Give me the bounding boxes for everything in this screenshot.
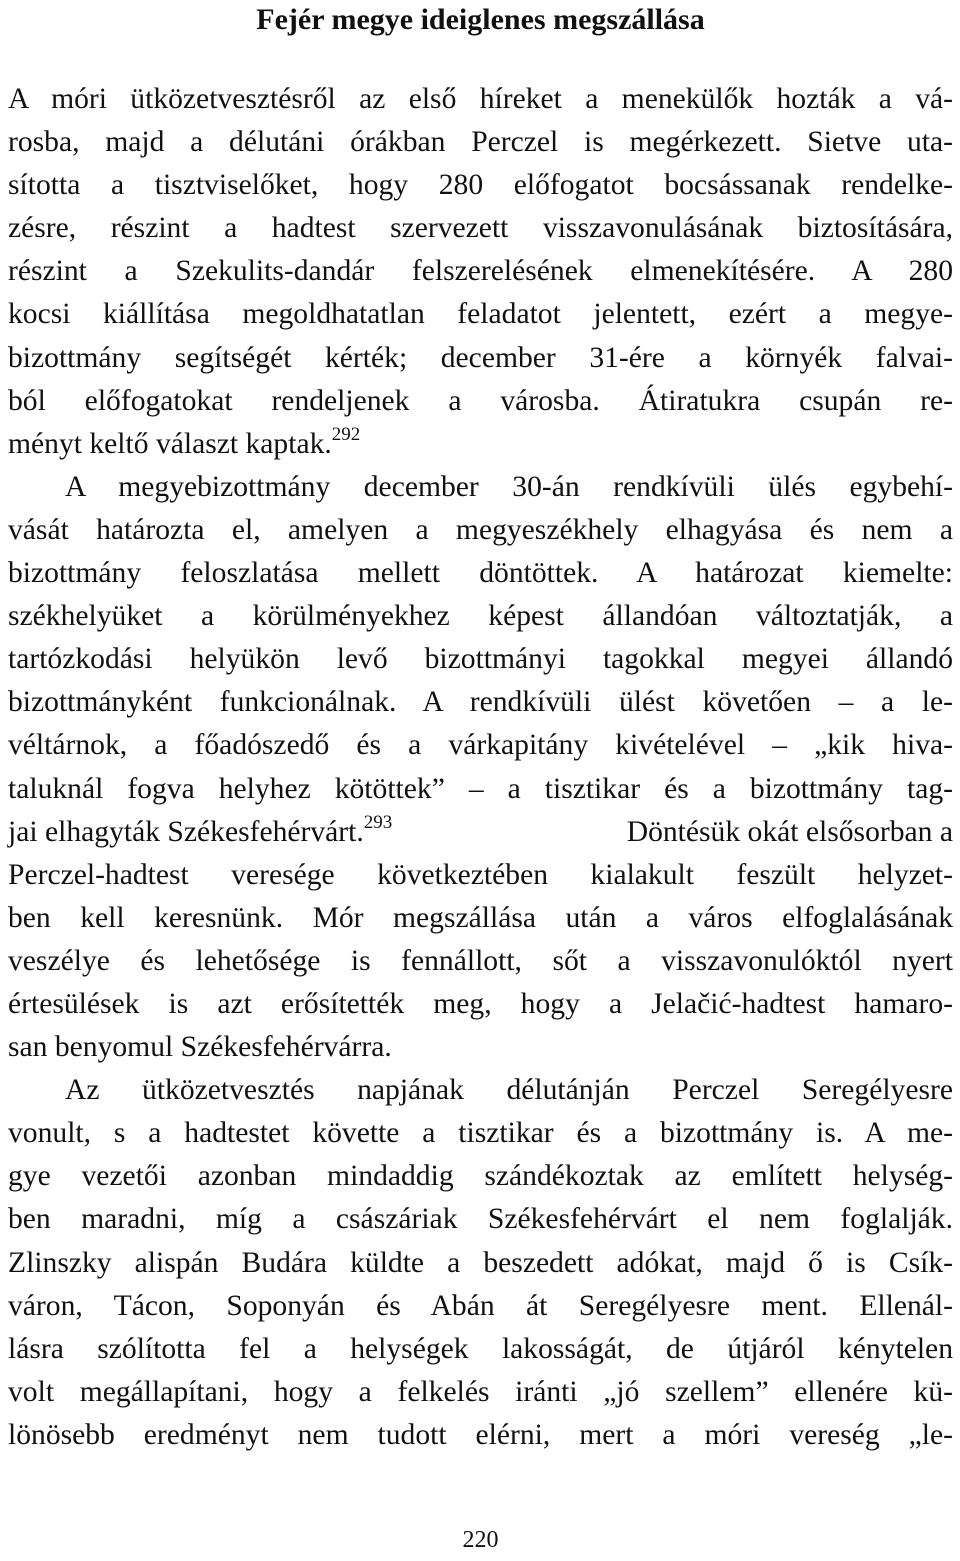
text-line: san benyomul Székesfehérvárra. xyxy=(8,1031,392,1064)
text-line: kocsi kiállítása megoldhatatlan feladatot jelentett, ezért a megye- xyxy=(8,298,953,331)
page-number: 220 xyxy=(462,1527,499,1553)
text-line: véltárnok, a főadószedő és a várkapitány kivételével – „kik hiva- xyxy=(8,729,953,762)
document-page xyxy=(8,0,953,1561)
text-line: volt megállapítani, hogy a felkelés iránti „jó szellem” ellenére kü- xyxy=(8,1375,953,1408)
text-line: Az ütközetvesztés napjának délutánján Perczel Seregélyesre xyxy=(65,1074,953,1107)
text-line: A megyebizottmány december 30-án rendkívüli ülés egybehí- xyxy=(65,470,953,503)
footnote-ref: 292 xyxy=(331,423,361,445)
text-line: értesülések is azt erősítették meg, hogy a Jelačić-hadtest hamaro- xyxy=(8,987,953,1020)
text-line-content xyxy=(8,811,392,854)
text-line: rosba, majd a délutáni órákban Perczel is megérkezett. Sietve uta- xyxy=(8,126,953,159)
text-line xyxy=(8,811,953,854)
text-line: veszélye és lehetősége is fennállott, sőt a visszavonulóktól nyert xyxy=(8,944,953,977)
text-line: váron, Tácon, Soponyán és Abán át Seregélyesre ment. Ellenál- xyxy=(8,1289,953,1322)
text-line: vonult, s a hadtestet követte a tisztikar és a bizottmány is. A me- xyxy=(8,1117,953,1150)
chapter-title: Fejér megye ideiglenes megszállása xyxy=(256,3,705,36)
text-line: részint a Szekulits-dandár felszerelésének elmenekítésére. A 280 xyxy=(8,255,953,288)
text-line: Perczel-hadtest veresége következtében kialakult feszült helyzet- xyxy=(8,858,953,891)
text-line-part: Döntésük okát elsősorban a xyxy=(626,815,953,848)
text-line: zésre, részint a hadtest szervezett visszavonulásának biztosítására, xyxy=(8,212,953,245)
footnote-ref: 293 xyxy=(363,811,393,833)
text-line: A móri ütközetvesztésről az első híreket a menekülők hozták a vá- xyxy=(8,83,953,115)
text-line: vását határozta el, amelyen a megyeszékhely elhagyása és nem a xyxy=(8,513,953,546)
text-line: bizottmányként funkcionálnak. A rendkívüli ülést követően – a le- xyxy=(8,686,953,719)
text-line-content: ményt keltő választ kaptak. xyxy=(8,427,332,460)
text-line-part: jai elhagyták Székesfehérvárt. xyxy=(8,815,364,848)
text-line: gye vezetői azonban mindaddig szándékoztak az említett helység- xyxy=(8,1160,953,1193)
body-text xyxy=(8,78,953,1457)
text-line: taluknál fogva helyhez kötöttek” – a tisztikar és a bizottmány tag- xyxy=(8,772,953,805)
text-line: tartózkodási helyükön levő bizottmányi tagokkal megyei állandó xyxy=(8,643,953,676)
text-line: ben maradni, míg a császáriak Székesfehérvárt el nem foglalják. xyxy=(8,1203,953,1236)
text-line: ben kell keresnünk. Mór megszállása után a város elfoglalásának xyxy=(8,901,953,934)
text-line: bizottmány feloszlatása mellett döntöttek. A határozat kiemelte: xyxy=(8,557,953,590)
text-line: lönösebb eredményt nem tudott elérni, mert a móri vereség „le- xyxy=(8,1418,953,1451)
text-line: ból előfogatokat rendeljenek a városba. Átiratukra csupán re- xyxy=(8,384,953,417)
text-line: lásra szólította fel a helységek lakosságát, de útjáról kénytelen xyxy=(8,1332,953,1365)
text-line: Zlinszky alispán Budára küldte a beszedett adókat, majd ő is Csík- xyxy=(8,1246,953,1279)
text-line: bizottmány segítségét kérték; december 31-ére a környék falvai- xyxy=(8,341,953,374)
text-line: sította a tisztviselőket, hogy 280 előfogatot bocsássanak rendelke- xyxy=(8,169,953,202)
text-line: székhelyüket a körülményekhez képest állandóan változtatják, a xyxy=(8,600,953,633)
text-line xyxy=(8,423,953,466)
